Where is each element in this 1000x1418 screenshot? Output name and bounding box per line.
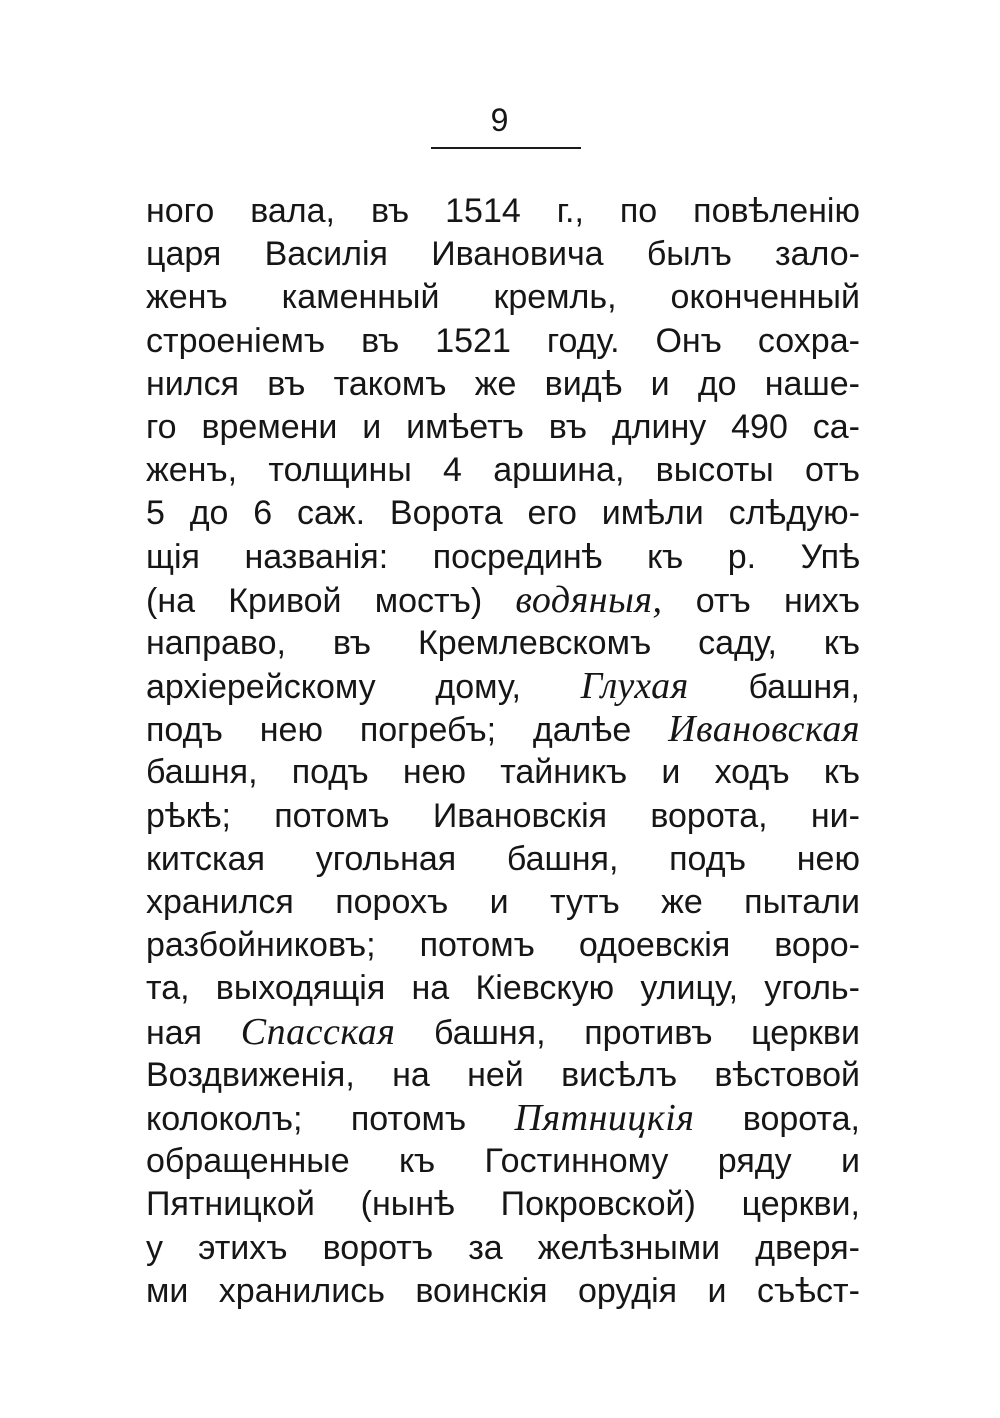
word: башня, — [506, 839, 619, 878]
word: этихъ — [198, 1228, 288, 1267]
word: висѣлъ — [561, 1055, 678, 1094]
word: потомъ — [419, 926, 535, 965]
text-line — [146, 881, 860, 924]
body-text — [146, 190, 860, 1313]
word: дому, — [435, 668, 521, 707]
word: и — [362, 407, 382, 446]
word: въ — [361, 321, 400, 360]
text-line — [146, 1011, 860, 1054]
text-line — [146, 190, 860, 233]
word: колоколъ; — [146, 1099, 303, 1138]
word: ворота, — [650, 796, 768, 835]
word: тутъ — [549, 883, 620, 921]
word: мостъ) — [374, 581, 483, 620]
word: пытали — [744, 883, 860, 921]
word: Пятницкой — [146, 1185, 315, 1224]
word: ней — [467, 1055, 524, 1094]
word: и — [840, 1142, 860, 1181]
word: времени — [201, 407, 338, 446]
word: подъ — [669, 839, 747, 878]
italic-word: водяныя, — [515, 578, 663, 621]
word: году. — [546, 321, 620, 360]
word: воинскія — [415, 1271, 548, 1310]
word: строеніемъ — [146, 321, 326, 360]
word: воротъ — [322, 1228, 434, 1267]
word: на — [411, 969, 450, 1008]
word: и — [489, 883, 509, 921]
word: тайникъ — [500, 753, 628, 792]
word: нихъ — [783, 581, 860, 620]
text-line — [146, 1183, 860, 1226]
word: Покровской) — [500, 1185, 696, 1224]
word: Онъ — [655, 321, 722, 360]
text-line — [146, 1054, 860, 1097]
word: (на — [146, 581, 196, 620]
word: дверя- — [755, 1228, 860, 1267]
word: г., — [556, 192, 584, 230]
word: ни- — [810, 796, 860, 835]
word: высоты — [655, 451, 774, 490]
word: 1514 — [445, 192, 521, 230]
word: длину — [611, 407, 707, 446]
word: башня, — [434, 1013, 546, 1052]
word: нился — [146, 364, 240, 403]
word: видѣ — [544, 364, 623, 403]
word: царя — [146, 235, 222, 274]
word: (нынѣ — [360, 1185, 455, 1224]
text-line — [146, 449, 860, 492]
word: ного — [146, 192, 215, 230]
word: посрединѣ — [432, 537, 603, 576]
word: по — [619, 192, 658, 230]
word: подъ — [146, 711, 223, 750]
word: вала, — [250, 192, 336, 230]
word: ряду — [717, 1142, 792, 1181]
word: р. — [727, 537, 757, 576]
word: 1521 — [435, 321, 511, 360]
word: имѣли — [601, 494, 704, 533]
word: отъ — [804, 451, 860, 490]
word: былъ — [646, 235, 732, 274]
word: къ — [647, 537, 684, 576]
word: вѣстовой — [714, 1055, 860, 1094]
word: са- — [812, 407, 860, 446]
word: отъ — [695, 581, 751, 620]
text-line — [146, 233, 860, 276]
word: оконченный — [670, 278, 860, 317]
word: нею — [259, 711, 323, 750]
word: ворота, — [742, 1099, 860, 1138]
word: подъ — [291, 753, 369, 792]
word: же — [661, 883, 703, 921]
word: имѣетъ — [406, 407, 524, 446]
word: хранились — [218, 1271, 385, 1310]
text-line — [146, 579, 860, 622]
word: съѣст- — [756, 1271, 860, 1310]
word: ная — [146, 1013, 203, 1052]
italic-word: Спасская — [240, 1010, 396, 1053]
text-line — [146, 320, 860, 363]
word: до — [697, 364, 737, 403]
word: нею — [402, 753, 466, 792]
word: далѣе — [532, 711, 632, 750]
word: китская — [146, 839, 265, 878]
text-line — [146, 838, 860, 881]
word: женъ, — [146, 451, 238, 490]
word: Воздвиженія, — [146, 1055, 355, 1094]
word: воро- — [774, 926, 860, 965]
word: архіерейскому — [146, 668, 376, 707]
word: выходящія — [215, 969, 386, 1008]
word: толщины — [268, 451, 412, 490]
word: повѣленію — [693, 192, 860, 230]
text-line — [146, 708, 860, 751]
text-line — [146, 363, 860, 406]
word: орудія — [577, 1271, 678, 1310]
word: на — [392, 1055, 430, 1094]
word: у — [146, 1228, 163, 1267]
word: Гостинному — [484, 1142, 669, 1181]
word: Кремлевскомъ — [417, 623, 652, 662]
word: порохъ — [335, 883, 449, 921]
text-line — [146, 751, 860, 794]
word: та, — [146, 969, 190, 1008]
word: хранился — [146, 883, 294, 921]
word: угольная — [315, 839, 457, 878]
word: потомъ — [274, 796, 390, 835]
word: церкви — [751, 1013, 860, 1052]
word: Ивановскія — [432, 796, 608, 835]
text-line — [146, 622, 860, 665]
italic-word: Ивановская — [668, 708, 860, 751]
word: къ — [823, 753, 860, 792]
word: въ — [548, 407, 587, 446]
italic-word: Глухая — [580, 665, 689, 708]
word: наше- — [764, 364, 860, 403]
word: го — [146, 407, 177, 446]
word: 5 — [146, 494, 165, 533]
word: одоевскія — [578, 926, 731, 965]
text-line — [146, 795, 860, 838]
word: Упѣ — [800, 537, 860, 576]
word: улицу, — [640, 969, 739, 1008]
word: погребъ; — [359, 711, 497, 750]
word: же — [474, 364, 517, 403]
word: слѣдую- — [728, 494, 860, 533]
text-line — [146, 665, 860, 708]
word: въ — [370, 192, 410, 230]
word: женъ — [146, 278, 228, 317]
text-line — [146, 1097, 860, 1140]
word: противъ — [584, 1013, 713, 1052]
word: названія: — [244, 537, 389, 576]
word: разбойниковъ; — [146, 926, 376, 965]
word: ми — [146, 1271, 189, 1310]
word: и — [650, 364, 670, 403]
text-line — [146, 1140, 860, 1183]
word: саж. — [296, 494, 366, 533]
word: сохра- — [757, 321, 860, 360]
word: церкви, — [741, 1185, 860, 1224]
word: Ивановича — [431, 235, 604, 274]
word: ходъ — [714, 753, 790, 792]
header-rule — [431, 147, 581, 149]
italic-word: Пятницкія — [514, 1096, 695, 1139]
word: Василія — [264, 235, 388, 274]
word: къ — [823, 623, 860, 662]
word: за — [468, 1228, 503, 1267]
word: 490 — [731, 407, 788, 446]
word: аршина, — [493, 451, 625, 490]
word: потомъ — [350, 1099, 467, 1138]
word: до — [189, 494, 229, 533]
word: его — [527, 494, 577, 533]
word: рѣкѣ; — [146, 796, 231, 835]
word: саду, — [698, 623, 777, 662]
word: кремль, — [493, 278, 617, 317]
word: въ — [267, 364, 306, 403]
word: зало- — [775, 235, 860, 274]
text-line — [146, 276, 860, 319]
text-line — [146, 406, 860, 449]
text-line — [146, 492, 860, 535]
page-number: 9 — [490, 102, 510, 138]
word: Кривой — [228, 581, 342, 620]
word: такомъ — [333, 364, 447, 403]
word: и — [707, 1271, 727, 1310]
word: въ — [332, 623, 372, 662]
word: желѣзными — [537, 1228, 721, 1267]
text-line — [146, 1270, 860, 1313]
word: Кіевскую — [475, 969, 615, 1008]
text-line — [146, 924, 860, 967]
word: и — [661, 753, 681, 792]
word: нею — [796, 839, 860, 878]
word: направо, — [146, 623, 286, 662]
word: обращенные — [146, 1142, 350, 1181]
text-line — [146, 536, 860, 579]
text-line — [146, 1227, 860, 1270]
word: каменный — [281, 278, 440, 317]
text-line — [146, 967, 860, 1010]
word: 6 — [253, 494, 273, 533]
word: Ворота — [389, 494, 503, 533]
word: къ — [399, 1142, 436, 1181]
word: щія — [146, 537, 200, 576]
word: башня, — [748, 668, 860, 707]
word: 4 — [443, 451, 462, 490]
word: уголь- — [764, 969, 860, 1008]
word: башня, — [146, 753, 258, 792]
